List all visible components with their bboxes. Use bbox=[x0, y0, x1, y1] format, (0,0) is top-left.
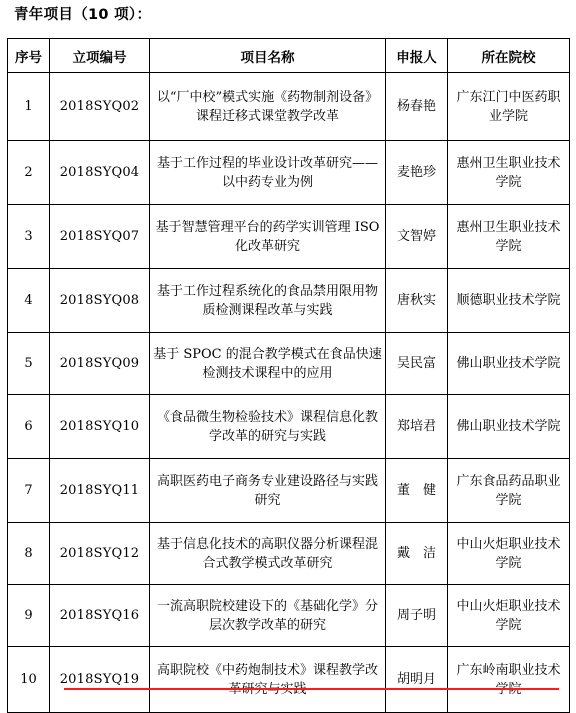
cell-no: 6 bbox=[8, 395, 50, 459]
table-row bbox=[8, 395, 570, 459]
cell-applicant: 戴 洁 bbox=[386, 523, 448, 585]
cell-no: 2 bbox=[8, 141, 50, 205]
table-row bbox=[8, 459, 570, 523]
header-code: 立项编号 bbox=[50, 39, 150, 73]
cell-code: 2018SYQ10 bbox=[50, 395, 150, 459]
cell-code: 2018SYQ11 bbox=[50, 459, 150, 523]
table-row bbox=[8, 269, 570, 333]
cell-name: 高职院校《中药炮制技术》课程教学改 bbox=[150, 647, 386, 713]
section-heading: 青年项目（10 项）： bbox=[14, 7, 152, 23]
cell-applicant: 董 健 bbox=[386, 459, 448, 523]
cell-school: 中山火炬职业技术学院 bbox=[448, 585, 570, 647]
cell-code: 2018SYQ08 bbox=[50, 269, 150, 333]
project-table bbox=[7, 38, 570, 713]
cell-no: 1 bbox=[8, 73, 50, 141]
cell-applicant: 吴民富 bbox=[386, 333, 448, 395]
cell-name: 基于工作过程的毕业设计改革研究——以中药专业为例 bbox=[150, 141, 386, 205]
cell-no: 7 bbox=[8, 459, 50, 523]
table-row bbox=[8, 333, 570, 395]
cell-no: 9 bbox=[8, 585, 50, 647]
cell-name: 基于 SPOC 的混合教学模式在食品快速检测技术课程中的应用 bbox=[150, 333, 386, 395]
header-school: 所在院校 bbox=[448, 39, 570, 73]
cell-name: 《食品微生物检验技术》课程信息化教学改革的研究与实践 bbox=[150, 395, 386, 459]
cell-no: 3 bbox=[8, 205, 50, 269]
header-no: 序号 bbox=[8, 39, 50, 73]
cell-code: 2018SYQ19 bbox=[50, 647, 150, 713]
cell-school: 惠州卫生职业技术学院 bbox=[448, 205, 570, 269]
cell-school: 广东食品药品职业学院 bbox=[448, 459, 570, 523]
cell-code: 2018SYQ07 bbox=[50, 205, 150, 269]
cell-applicant: 麦艳珍 bbox=[386, 141, 448, 205]
cell-code: 2018SYQ04 bbox=[50, 141, 150, 205]
cell-school: 佛山职业技术学院 bbox=[448, 333, 570, 395]
cell-name: 高职医药电子商务专业建设路径与实践研究 bbox=[150, 459, 386, 523]
cell-school: 佛山职业技术学院 bbox=[448, 395, 570, 459]
cell-no: 4 bbox=[8, 269, 50, 333]
table-row bbox=[8, 205, 570, 269]
cell-name: 以“厂中校”模式实施《药物制剂设备》课程迁移式课堂教学改革 bbox=[150, 73, 386, 141]
cell-name: 基于工作过程系统化的食品禁用限用物质检测课程改革与实践 bbox=[150, 269, 386, 333]
cell-no: 8 bbox=[8, 523, 50, 585]
cell-applicant: 郑培君 bbox=[386, 395, 448, 459]
cell-name: 基于信息化技术的高职仪器分析课程混合式教学模式改革研究 bbox=[150, 523, 386, 585]
cell-school: 惠州卫生职业技术学院 bbox=[448, 141, 570, 205]
cell-school: 广东江门中医药职业学院 bbox=[448, 73, 570, 141]
table-row bbox=[8, 73, 570, 141]
cell-school: 顺德职业技术学院 bbox=[448, 269, 570, 333]
cell-applicant: 周子明 bbox=[386, 585, 448, 647]
cell-code: 2018SYQ02 bbox=[50, 73, 150, 141]
cell-no: 5 bbox=[8, 333, 50, 395]
cell-applicant: 胡明月 bbox=[386, 647, 448, 713]
header-name: 项目名称 bbox=[150, 39, 386, 73]
table-row bbox=[8, 141, 570, 205]
cell-code: 2018SYQ16 bbox=[50, 585, 150, 647]
red-underline-annotation bbox=[64, 688, 559, 690]
cell-applicant: 唐秋实 bbox=[386, 269, 448, 333]
cell-school: 广东岭南职业技术 bbox=[448, 647, 570, 713]
cell-no: 10 bbox=[8, 647, 50, 713]
cell-school: 中山火炬职业技术学院 bbox=[448, 523, 570, 585]
cell-applicant: 文智婷 bbox=[386, 205, 448, 269]
cell-code: 2018SYQ12 bbox=[50, 523, 150, 585]
table-row bbox=[8, 585, 570, 647]
cell-code: 2018SYQ09 bbox=[50, 333, 150, 395]
header-applicant: 申报人 bbox=[386, 39, 448, 73]
cell-applicant: 杨春艳 bbox=[386, 73, 448, 141]
table-row bbox=[8, 523, 570, 585]
cell-name: 基于智慧管理平台的药学实训管理 ISO 化改革研究 bbox=[150, 205, 386, 269]
cell-name: 一流高职院校建设下的《基础化学》分层次教学改革的研究 bbox=[150, 585, 386, 647]
table-header-row bbox=[8, 39, 570, 73]
